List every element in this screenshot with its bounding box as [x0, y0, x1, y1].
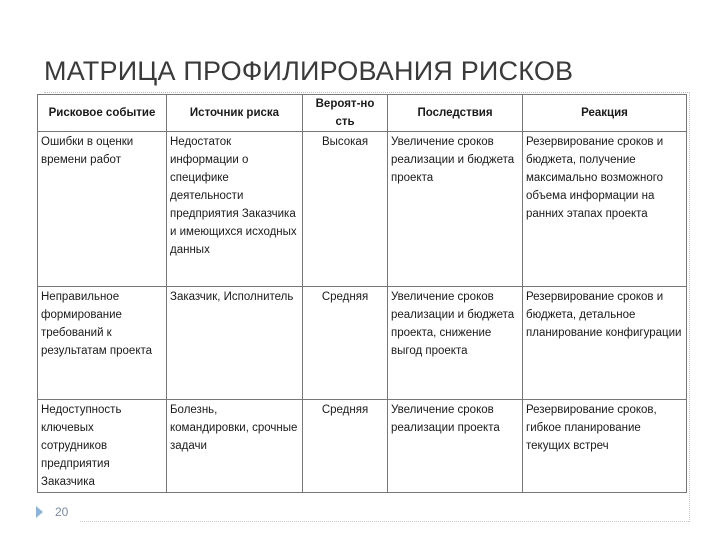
cell-risk-event: Неправильное формирование требований к результатам проекта: [38, 287, 167, 400]
cell-risk-source: Недостаток информации о специфике деятельности предприятия Заказчика и имеющихся исходных данных: [167, 132, 303, 287]
risk-matrix-table: [37, 94, 687, 493]
cell-probability: Средняя: [303, 287, 388, 400]
slide-title: МАТРИЦА ПРОФИЛИРОВАНИЯ РИСКОВ: [44, 56, 574, 86]
table-row: [38, 400, 687, 493]
bottom-border-divider: [80, 521, 689, 522]
page-number: 20: [55, 505, 69, 519]
cell-risk-event: Недоступность ключевых сотрудников предприятия Заказчика: [38, 400, 167, 493]
cell-consequences: Увеличение сроков реализации и бюджета проекта: [388, 132, 523, 287]
header-consequences: Последствия: [388, 95, 523, 132]
right-border-divider: [689, 92, 690, 522]
cell-reaction: Резервирование сроков, гибкое планирование текущих встреч: [523, 400, 687, 493]
cell-reaction: Резервирование сроков и бюджета, детальное планирование конфигурации: [523, 287, 687, 400]
header-reaction: Реакция: [523, 95, 687, 132]
header-risk-event: Рисковое событие: [38, 95, 167, 132]
table-header-row: [38, 95, 687, 132]
cell-risk-source: Заказчик, Исполнитель: [167, 287, 303, 400]
cell-risk-event: Ошибки в оценки времени работ: [38, 132, 167, 287]
header-risk-source: Источник риска: [167, 95, 303, 132]
table-row: [38, 132, 687, 287]
cell-consequences: Увеличение сроков реализации и бюджета проекта, снижение выгод проекта: [388, 287, 523, 400]
cell-consequences: Увеличение сроков реализации проекта: [388, 400, 523, 493]
title-divider: [44, 92, 690, 93]
cell-probability: Средняя: [303, 400, 388, 493]
cell-probability: Высокая: [303, 132, 388, 287]
table-row: [38, 287, 687, 400]
cell-risk-source: Болезнь, командировки, срочные задачи: [167, 400, 303, 493]
cell-reaction: Резервирование сроков и бюджета, получение максимально возможного объема информации на ранних этапах проекта: [523, 132, 687, 287]
page-marker-icon: [36, 506, 43, 518]
header-probability: Вероят-но сть: [303, 95, 388, 132]
